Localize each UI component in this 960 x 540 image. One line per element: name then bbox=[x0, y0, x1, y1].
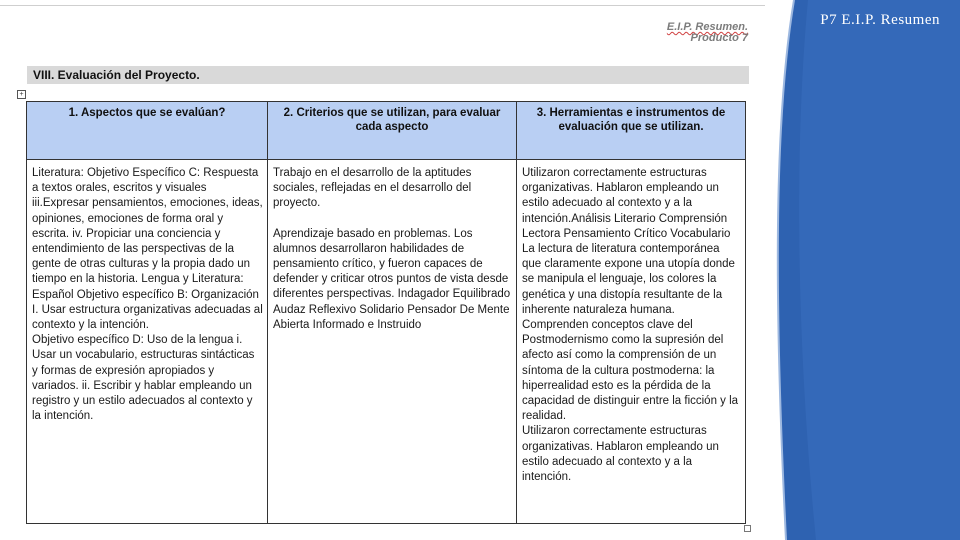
decorative-wave bbox=[768, 0, 960, 540]
criteria-paragraph: Aprendizaje basado en problemas. Los alumnos desarrollaron habilidades de pensamiento crítico, y fueron capaces de defender y criticar otros puntos de vista desde diferentes perspectivas. Indagador Equilibrado Audaz Reflexivo Solidario Pensador De Mente Abierta Informado e Instruido bbox=[273, 227, 511, 331]
cell-criteria[interactable] bbox=[268, 160, 517, 524]
table-row bbox=[27, 160, 746, 524]
side-panel bbox=[768, 0, 960, 540]
tools-paragraph: Utilizaron correctamente estructuras organizativas. Hablaron empleando un estilo adecuado al contexto y a la intención.Análisis Literario Comprensión Lectora Pensamiento Crítico Vocabulario La lectura de literatura contemporánea que claramente expone una utopía donde se manipula el lenguaje, los colores la genética y una distopía resultante de la inherente naturaleza humana. Comprenden conceptos clave del Postmodernismo como la supresión del afecto así como la comprensión de un síntoma de la cultura postmoderna: la hiperrealidad esto es la pérdida de la capacidad de distinguir entre la ficción y la realidad. bbox=[522, 167, 739, 423]
tools-paragraph: Utilizaron correctamente estructuras organizativas. Hablaron empleando un estilo adecuado al contexto y a la intención. bbox=[522, 425, 719, 484]
cell-aspects[interactable] bbox=[27, 160, 268, 524]
header-criteria: 2. Criterios que se utilizan, para evaluar cada aspecto bbox=[268, 102, 517, 160]
aspects-paragraph: Objetivo específico D: Uso de la lengua i. Usar un vocabulario, estructuras sintácticas y formas de expresión apropiados y variados. ii. Escribir y hablar empleando un registro y un estilo adecuados al contexto y la intención. bbox=[32, 334, 255, 423]
table-move-handle-icon[interactable]: + bbox=[17, 90, 26, 99]
section-title: VIII. Evaluación del Proyecto. bbox=[27, 66, 749, 84]
table-resize-handle[interactable] bbox=[744, 525, 751, 532]
header-tools: 3. Herramientas e instrumentos de evaluación que se utilizan. bbox=[517, 102, 746, 160]
header-aspects: 1. Aspectos que se evalúan? bbox=[27, 102, 268, 160]
header-subtitle: Producto 7 bbox=[690, 32, 748, 44]
document-top-border bbox=[0, 5, 765, 6]
criteria-paragraph: Trabajo en el desarrollo de la aptitudes sociales, reflejadas en el desarrollo del proyecto. bbox=[273, 167, 472, 210]
cell-tools[interactable] bbox=[517, 160, 746, 524]
aspects-paragraph: Literatura: Objetivo Específico C: Respuesta a textos orales, escritos y visuales iii.Expresar pensamientos, emociones, ideas, opiniones, emociones de forma oral y escrita. iv. Propiciar una conciencia y entendimiento de las perspectivas de la gente de otras culturas y la propia dado un tiempo en la historia. Lengua y Literatura: Español Objetivo específico B: Organización I. Usar estructura organizativas adecuadas al contexto y la intención. bbox=[32, 167, 263, 332]
slide-label: P7 E.I.P. Resumen bbox=[820, 12, 940, 28]
header-title: E.I.P. Resumen. bbox=[666, 21, 748, 33]
document-header bbox=[667, 22, 748, 44]
table-header-row bbox=[27, 102, 746, 160]
evaluation-table bbox=[26, 101, 746, 524]
